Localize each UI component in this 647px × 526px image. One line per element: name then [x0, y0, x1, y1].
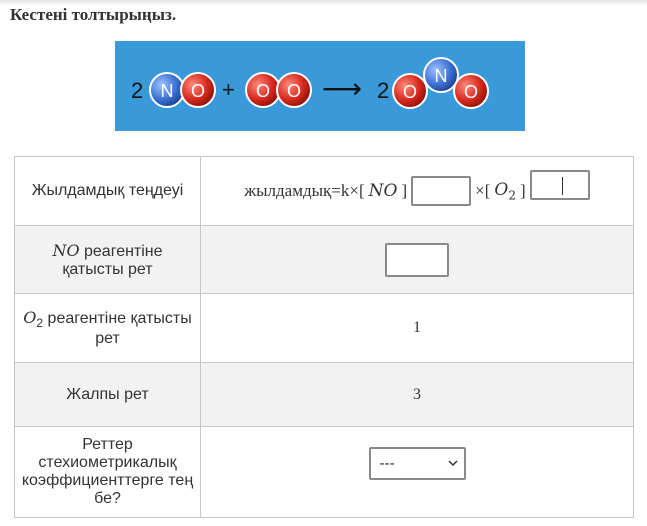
species-O2: $O_2$	[494, 179, 516, 203]
rate-equation	[244, 176, 589, 206]
o2-order-value: 1	[201, 294, 634, 363]
kinetics-table	[14, 156, 634, 518]
instruction-heading: Кестені толтырыңыз.	[10, 5, 177, 24]
order-O2-exponent-input[interactable]	[530, 170, 590, 200]
atom-O-label: O	[190, 81, 206, 101]
chevron-down-icon	[448, 460, 458, 467]
reaction-banner	[115, 41, 525, 131]
table-row-stoich	[15, 427, 634, 518]
coefficient-1: 2	[131, 78, 144, 103]
select-value: ---	[379, 455, 395, 472]
no-order-label: NO реагентіне қатысты рет	[15, 226, 201, 294]
table-row-total-order	[15, 363, 634, 427]
stoich-answer-select[interactable]	[369, 447, 466, 480]
no-order-input[interactable]	[385, 243, 449, 277]
order-NO-exponent-input[interactable]	[411, 176, 471, 206]
table-row-rate-equation	[15, 157, 634, 226]
rate-prefix: жылдамдық=k×[	[244, 181, 365, 200]
total-order-label: Жалпы рет	[15, 363, 201, 427]
coefficient-2: 2	[377, 78, 390, 103]
times-bracket: ×[	[475, 181, 491, 200]
reaction-arrow: ⟶	[322, 73, 363, 104]
bracket-close: ]	[519, 181, 526, 200]
text-cursor	[562, 177, 563, 195]
rate-equation-label: Жылдамдық теңдеуі	[15, 157, 201, 226]
stoich-answer-cell	[201, 427, 634, 518]
stoich-question-label: Реттер стехиометрикалық коэффициенттерге тең бе?	[15, 427, 201, 518]
bracket-close: ]	[401, 181, 408, 200]
atom-N-label: N	[160, 81, 174, 101]
molecule-NO	[150, 73, 215, 107]
molecule-O2	[246, 73, 311, 107]
species-NO: NO	[368, 181, 398, 201]
atom-N-label: N	[434, 66, 448, 86]
rate-equation-cell	[201, 157, 634, 226]
atom-O-label: O	[463, 82, 479, 102]
atom-O-label: O	[286, 81, 302, 101]
total-order-value: 3	[201, 363, 634, 427]
table-row-o2-order	[15, 294, 634, 363]
atom-O-label: O	[255, 81, 271, 101]
table-row-no-order	[15, 226, 634, 294]
plus-sign: +	[222, 77, 235, 102]
o2-order-label: $O_2$ реагентіне қатысты рет	[15, 294, 201, 363]
atom-O-label: O	[402, 82, 418, 102]
no-order-cell	[201, 226, 634, 294]
molecule-NO2	[393, 58, 488, 108]
